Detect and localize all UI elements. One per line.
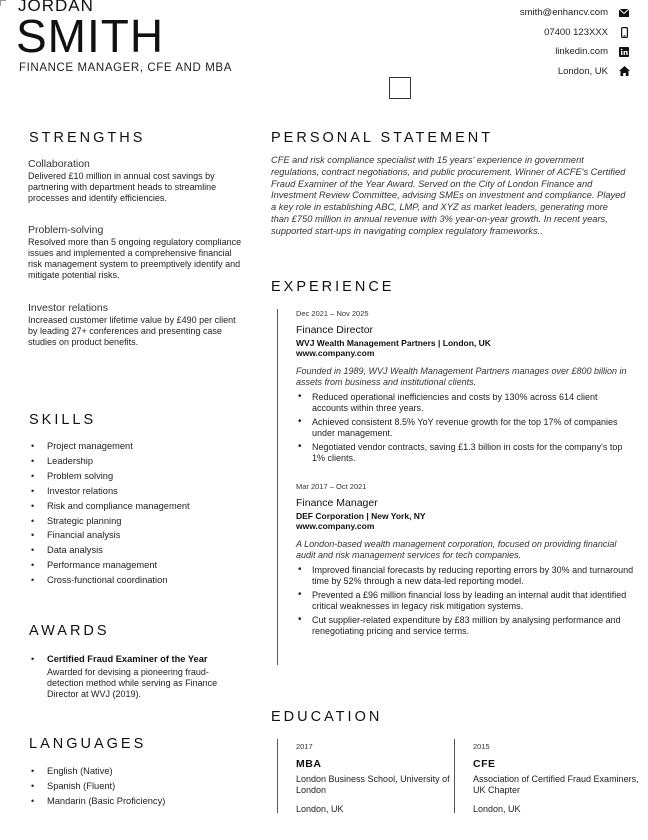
list-item: • Negotiated vendor contracts, saving £1.3 billion in costs for the company's top 1% clients. (296, 442, 636, 463)
home-icon (618, 66, 630, 76)
experience-bullets (296, 565, 636, 636)
corner-mark (0, 0, 6, 6)
list-item: • Cut supplier-related expenditure by £83 million by analysing performance and renegotiating pricing and service terms. (296, 615, 636, 636)
experience-heading: EXPERIENCE (271, 279, 395, 295)
phone-icon (618, 27, 630, 38)
list-item: • Investor relations (28, 484, 246, 499)
contact-linkedin-text: linkedin.com (555, 46, 608, 58)
photo-placeholder (389, 77, 411, 99)
strength-desc: Delivered £10 million in annual cost savings by partnering with department heads to streamline processes and identify efficiencies. (28, 171, 217, 203)
education-location: London, UK (473, 804, 521, 814)
contact-location-text: London, UK (557, 65, 608, 77)
experience-company: WVJ Wealth Management Partners | London, UK (296, 338, 491, 348)
list-item (28, 652, 228, 700)
list-item: • Mandarin (Basic Proficiency) (28, 794, 246, 809)
experience-timeline (277, 309, 278, 665)
education-heading: EDUCATION (271, 709, 383, 725)
list-item: • Achieved consistent 8.5% YoY revenue growth for the top 17% of companies under management. (296, 417, 636, 438)
experience-date: Dec 2021 – Nov 2025 (296, 309, 369, 318)
awards-heading: AWARDS (29, 623, 110, 639)
contact-phone-text: 07400 123XXX (544, 26, 608, 38)
strength-title: Collaboration (28, 158, 90, 170)
strength-item (28, 158, 246, 204)
contact-linkedin[interactable] (370, 42, 630, 62)
list-item: • Leadership (28, 454, 246, 469)
experience-entry (296, 309, 636, 467)
strength-desc: Increased customer lifetime value by £490 per client by leading 27+ conferences and presenting case studies on product benefits. (28, 315, 236, 347)
list-item: • English (Native) (28, 764, 246, 779)
contact-phone[interactable] (370, 23, 630, 43)
strengths-heading: STRENGTHS (29, 130, 146, 146)
award-desc: Awarded for devising a pioneering fraud-detection method while serving as Finance Director at WVJ (2019). (47, 666, 218, 699)
list-item: • Cross-functional coordination (28, 573, 246, 588)
skills-heading: SKILLS (29, 412, 97, 428)
contact-block (370, 3, 630, 81)
experience-title: Finance Manager (296, 497, 378, 509)
list-item: • Spanish (Fluent) (28, 779, 246, 794)
education-year: 2015 (473, 742, 490, 751)
experience-about: A London-based wealth management corporation, focused on providing financial audit and risk management services for tech companies. (296, 539, 617, 560)
personal-statement-heading: PERSONAL STATEMENT (271, 130, 494, 146)
list-item: • Improved financial forecasts by reducing reporting errors by 30% and turnaround time by 52% through a new data-led reporting model. (296, 565, 636, 586)
languages-list (28, 764, 246, 809)
education-location: London, UK (296, 804, 344, 814)
education-degree: MBA (296, 758, 322, 770)
list-item: • Data analysis (28, 543, 246, 558)
contact-email[interactable] (370, 3, 630, 23)
list-item: • Problem solving (28, 469, 246, 484)
strength-title: Problem-solving (28, 224, 104, 236)
strength-desc: Resolved more than 5 ongoing regulatory compliance issues and implemented a comprehensive financial risk management system to preemptively identify and mitigate potential risks. (28, 237, 242, 280)
experience-title: Finance Director (296, 324, 374, 336)
education-school: Association of Certified Fraud Examiners, UK Chapter (473, 774, 639, 795)
skills-list (28, 439, 246, 588)
experience-company: DEF Corporation | New York, NY (296, 511, 426, 521)
education-school: London Business School, University of London (296, 774, 450, 795)
experience-url[interactable]: www.company.com (296, 521, 375, 531)
experience-entry (296, 482, 636, 640)
education-degree: CFE (473, 758, 496, 770)
awards-list (28, 652, 228, 700)
strength-title: Investor relations (28, 302, 108, 314)
list-item: • Project management (28, 439, 246, 454)
experience-date: Mar 2017 – Oct 2021 (296, 482, 367, 491)
languages-heading: LANGUAGES (29, 736, 147, 752)
last-name: SMITH (16, 10, 165, 62)
award-title: • Certified Fraud Examiner of the Year (47, 654, 208, 664)
list-item: • Performance management (28, 558, 246, 573)
list-item: • Strategic planning (28, 514, 246, 529)
experience-about: Founded in 1989, WVJ Wealth Management Partners manages over £800 billion in assets from business and institutional clients. (296, 366, 627, 387)
email-icon (618, 9, 630, 17)
education-year: 2017 (296, 742, 313, 751)
contact-email-text: smith@enhancv.com (519, 7, 608, 19)
education-entry (473, 742, 641, 814)
experience-url[interactable]: www.company.com (296, 348, 375, 358)
linkedin-icon (618, 47, 630, 57)
strength-item (28, 302, 246, 348)
list-item: • Financial analysis (28, 528, 246, 543)
list-item: • Risk and compliance management (28, 499, 246, 514)
experience-bullets (296, 392, 636, 463)
list-item: • Prevented a £96 million financial loss by leading an internal audit that identified critical weaknesses in legacy risk mitigation systems. (296, 590, 636, 611)
list-item: • Reduced operational inefficiencies and costs by 130% across 614 client accounts within three years. (296, 392, 636, 413)
education-entry (296, 742, 471, 814)
job-subtitle: FINANCE MANAGER, CFE AND MBA (19, 62, 232, 74)
personal-statement-text: CFE and risk compliance specialist with 15 years' experience in government regulations, contract negotiations, and public procurement. Winner of ACFE's Certified Fraud Examiner of the Year Award. Served on the City of London Finance and Investment Review Committee, advising SMEs on investment and compliance. Played a key role in establishing ABC, LMP, and XYZ as market leaders, generating more than £750 million in annual revenue with 3% year-on-year growth. In recent years, supported start-ups in navigating complex regulatory frameworks.. (271, 155, 626, 236)
first-name: JORDAN (18, 0, 94, 15)
strength-item (28, 224, 246, 281)
education-divider (454, 739, 455, 813)
education-divider (277, 739, 278, 813)
